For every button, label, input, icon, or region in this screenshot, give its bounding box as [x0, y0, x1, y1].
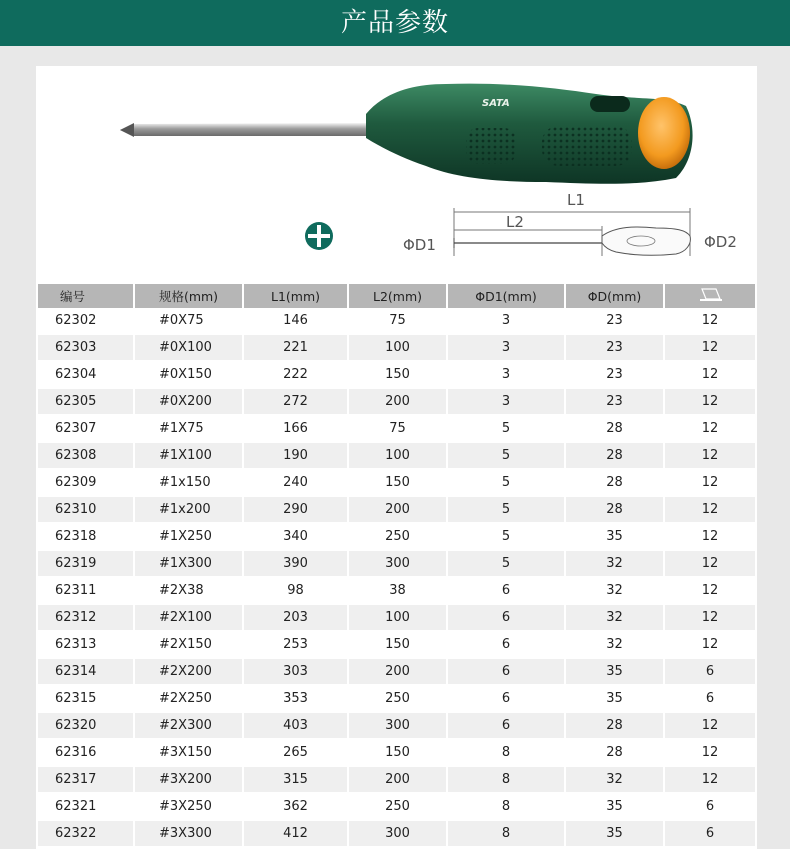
table-cell: 100 — [348, 604, 447, 631]
page-title: 产品参数 — [340, 8, 449, 38]
table-cell: 62316 — [38, 739, 134, 766]
table-cell: 12 — [664, 415, 756, 442]
table-row — [38, 766, 756, 793]
table-cell: 12 — [664, 766, 756, 793]
table-cell: 403 — [243, 712, 348, 739]
table-cell: 62322 — [38, 820, 134, 847]
laptop-icon — [696, 287, 724, 303]
table-cell: #2X250 — [134, 685, 243, 712]
table-cell: 6 — [664, 658, 756, 685]
table-cell: 32 — [565, 766, 664, 793]
table-cell: 100 — [348, 334, 447, 361]
table-cell: 12 — [664, 308, 756, 334]
table-cell: #1X250 — [134, 523, 243, 550]
table-cell: 5 — [447, 550, 565, 577]
phillips-cross-icon — [305, 222, 333, 250]
table-cell: 28 — [565, 712, 664, 739]
table-cell: 200 — [348, 388, 447, 415]
table-cell: 12 — [664, 604, 756, 631]
table-cell: #3X250 — [134, 793, 243, 820]
table-cell: 28 — [565, 469, 664, 496]
col-header-pack — [664, 284, 756, 308]
table-cell: 200 — [348, 766, 447, 793]
table-cell: 28 — [565, 442, 664, 469]
dimension-diagram — [403, 191, 737, 256]
table-cell: #1x150 — [134, 469, 243, 496]
table-row — [38, 712, 756, 739]
dim-label-d1: ΦD1 — [403, 236, 436, 254]
table-cell: 12 — [664, 496, 756, 523]
table-cell: 150 — [348, 361, 447, 388]
table-cell: 32 — [565, 631, 664, 658]
table-cell: 3 — [447, 361, 565, 388]
col-header-l2: L2(mm) — [348, 284, 447, 308]
table-cell: 303 — [243, 658, 348, 685]
table-cell: 62319 — [38, 550, 134, 577]
table-cell: 62313 — [38, 631, 134, 658]
table-cell: 3 — [447, 308, 565, 334]
left-margin — [0, 66, 36, 849]
table-cell: #2X200 — [134, 658, 243, 685]
table-cell: #3X300 — [134, 820, 243, 847]
table-cell: #2X38 — [134, 577, 243, 604]
table-cell: #2X150 — [134, 631, 243, 658]
table-cell: 150 — [348, 631, 447, 658]
table-cell: 12 — [664, 388, 756, 415]
table-row — [38, 469, 756, 496]
table-cell: 5 — [447, 496, 565, 523]
table-cell: 12 — [664, 550, 756, 577]
table-row — [38, 523, 756, 550]
table-cell: 23 — [565, 361, 664, 388]
product-illustration — [36, 66, 757, 282]
table-cell: 3 — [447, 334, 565, 361]
table-cell: #0X75 — [134, 308, 243, 334]
table-cell: 32 — [565, 577, 664, 604]
table-row — [38, 739, 756, 766]
table-row — [38, 820, 756, 847]
table-cell: #1X300 — [134, 550, 243, 577]
table-cell: 390 — [243, 550, 348, 577]
table-row — [38, 685, 756, 712]
table-cell: 28 — [565, 739, 664, 766]
right-margin — [757, 66, 790, 849]
brand-logo: SATA — [482, 98, 510, 109]
table-cell: 12 — [664, 739, 756, 766]
table-row — [38, 631, 756, 658]
table-cell: 8 — [447, 739, 565, 766]
table-cell: 5 — [447, 415, 565, 442]
table-cell: 35 — [565, 523, 664, 550]
table-cell: 200 — [348, 496, 447, 523]
table-cell: 6 — [447, 658, 565, 685]
table-cell: 146 — [243, 308, 348, 334]
table-cell: 75 — [348, 308, 447, 334]
table-cell: 35 — [565, 685, 664, 712]
table-cell: 6 — [447, 631, 565, 658]
col-header-code: 编号 — [38, 284, 134, 308]
table-cell: 5 — [447, 469, 565, 496]
table-cell: 240 — [243, 469, 348, 496]
table-cell: 340 — [243, 523, 348, 550]
table-cell: #1X75 — [134, 415, 243, 442]
table-row — [38, 550, 756, 577]
col-header-d: ΦD(mm) — [565, 284, 664, 308]
table-cell: 23 — [565, 334, 664, 361]
table-cell: 32 — [565, 604, 664, 631]
col-header-l1: L1(mm) — [243, 284, 348, 308]
table-row — [38, 361, 756, 388]
col-header-d1: ΦD1(mm) — [447, 284, 565, 308]
table-cell: 38 — [348, 577, 447, 604]
table-cell: 62304 — [38, 361, 134, 388]
table-cell: 23 — [565, 308, 664, 334]
table-cell: 8 — [447, 820, 565, 847]
table-cell: 190 — [243, 442, 348, 469]
table-cell: 5 — [447, 523, 565, 550]
table-cell: #0X150 — [134, 361, 243, 388]
table-cell: 6 — [664, 793, 756, 820]
table-cell: #2X100 — [134, 604, 243, 631]
table-cell: 62310 — [38, 496, 134, 523]
table-cell: 12 — [664, 442, 756, 469]
table-cell: 3 — [447, 388, 565, 415]
table-cell: 12 — [664, 361, 756, 388]
table-row — [38, 496, 756, 523]
table-cell: 6 — [664, 820, 756, 847]
table-cell: 62307 — [38, 415, 134, 442]
table-cell: 12 — [664, 469, 756, 496]
table-cell: 6 — [447, 577, 565, 604]
table-cell: 12 — [664, 577, 756, 604]
table-cell: 8 — [447, 766, 565, 793]
table-cell: 100 — [348, 442, 447, 469]
col-header-spec: 规格(mm) — [134, 284, 243, 308]
table-cell: 253 — [243, 631, 348, 658]
table-row — [38, 334, 756, 361]
table-cell: 32 — [565, 550, 664, 577]
table-cell: 12 — [664, 523, 756, 550]
table-header-row — [38, 284, 756, 308]
header-spacer — [0, 46, 790, 66]
table-cell: 62303 — [38, 334, 134, 361]
table-row — [38, 442, 756, 469]
table-cell: 166 — [243, 415, 348, 442]
table-cell: 62320 — [38, 712, 134, 739]
table-cell: 23 — [565, 388, 664, 415]
table-cell: 353 — [243, 685, 348, 712]
table-cell: 290 — [243, 496, 348, 523]
table-cell: 35 — [565, 658, 664, 685]
table-cell: 5 — [447, 442, 565, 469]
table-row — [38, 577, 756, 604]
table-cell: 6 — [447, 604, 565, 631]
table-cell: 150 — [348, 469, 447, 496]
table-cell: 62314 — [38, 658, 134, 685]
table-cell: 203 — [243, 604, 348, 631]
table-cell: 250 — [348, 793, 447, 820]
table-row — [38, 604, 756, 631]
table-cell: 300 — [348, 820, 447, 847]
table-cell: 62309 — [38, 469, 134, 496]
spec-table — [38, 284, 757, 848]
table-cell: 75 — [348, 415, 447, 442]
table-cell: 222 — [243, 361, 348, 388]
table-cell: 315 — [243, 766, 348, 793]
table-row — [38, 308, 756, 334]
table-cell: 8 — [447, 793, 565, 820]
table-cell: 362 — [243, 793, 348, 820]
table-cell: 265 — [243, 739, 348, 766]
table-cell: 250 — [348, 523, 447, 550]
table-cell: 200 — [348, 658, 447, 685]
table-cell: 62317 — [38, 766, 134, 793]
table-cell: 272 — [243, 388, 348, 415]
table-cell: 35 — [565, 820, 664, 847]
screwdriver-photo — [120, 84, 693, 184]
table-cell: 300 — [348, 712, 447, 739]
table-cell: #2X300 — [134, 712, 243, 739]
table-cell: 6 — [447, 685, 565, 712]
table-cell: #0X100 — [134, 334, 243, 361]
table-cell: 98 — [243, 577, 348, 604]
table-cell: 221 — [243, 334, 348, 361]
dim-label-l2: L2 — [506, 213, 524, 231]
table-cell: #1X100 — [134, 442, 243, 469]
table-cell: 300 — [348, 550, 447, 577]
table-cell: 62311 — [38, 577, 134, 604]
spec-table-wrap — [38, 284, 756, 848]
table-cell: #3X200 — [134, 766, 243, 793]
table-row — [38, 793, 756, 820]
table-cell: #3X150 — [134, 739, 243, 766]
table-cell: #1x200 — [134, 496, 243, 523]
table-cell: 12 — [664, 334, 756, 361]
table-cell: 6 — [447, 712, 565, 739]
table-cell: 412 — [243, 820, 348, 847]
table-row — [38, 388, 756, 415]
table-cell: 62302 — [38, 308, 134, 334]
table-cell: 62321 — [38, 793, 134, 820]
table-cell: 62312 — [38, 604, 134, 631]
table-cell: 12 — [664, 712, 756, 739]
table-cell: 62305 — [38, 388, 134, 415]
table-row — [38, 658, 756, 685]
table-cell: 62318 — [38, 523, 134, 550]
table-cell: 28 — [565, 496, 664, 523]
table-cell: 150 — [348, 739, 447, 766]
table-cell: 62315 — [38, 685, 134, 712]
table-cell: 62308 — [38, 442, 134, 469]
dim-label-l1: L1 — [567, 191, 585, 209]
table-cell: 12 — [664, 631, 756, 658]
table-row — [38, 415, 756, 442]
table-cell: 28 — [565, 415, 664, 442]
dim-label-d2: ΦD2 — [704, 233, 737, 251]
table-cell: 35 — [565, 793, 664, 820]
table-cell: 6 — [664, 685, 756, 712]
table-cell: #0X200 — [134, 388, 243, 415]
table-cell: 250 — [348, 685, 447, 712]
